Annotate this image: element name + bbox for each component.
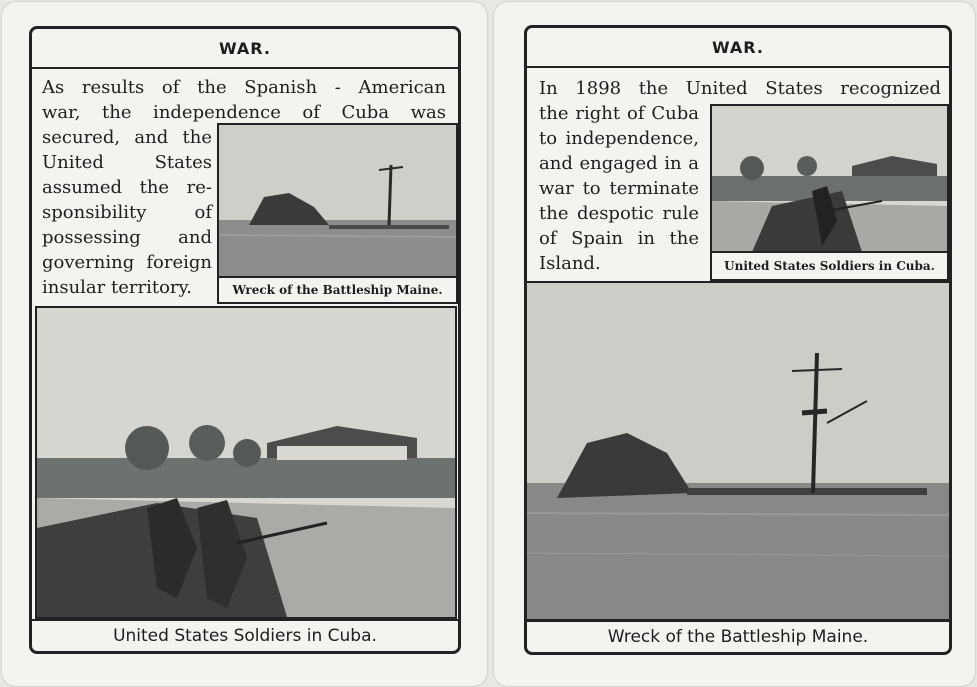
card-text bbox=[539, 76, 941, 101]
text-line: the right of Cuba bbox=[539, 103, 699, 124]
text-line: the despotic rule bbox=[539, 203, 699, 224]
wreck-photo-small bbox=[217, 123, 458, 279]
large-photo-caption bbox=[527, 620, 949, 652]
large-photo-caption bbox=[32, 619, 458, 651]
soldiers-photo-small bbox=[710, 104, 949, 254]
text-line: possessing and bbox=[42, 227, 212, 248]
game-card-left bbox=[2, 2, 487, 686]
card-text bbox=[42, 75, 446, 125]
text-line: Island. bbox=[539, 253, 601, 274]
text-line: insular territory. bbox=[42, 277, 193, 298]
small-caption-text: United States Soldiers in Cuba. bbox=[724, 259, 935, 273]
text-line: governing foreign bbox=[42, 252, 212, 273]
big-caption-text: United States Soldiers in Cuba. bbox=[113, 626, 377, 646]
card-text-column bbox=[539, 101, 699, 276]
big-caption-text: Wreck of the Battleship Maine. bbox=[607, 627, 869, 647]
text-line: of Spain in the bbox=[539, 228, 699, 249]
text-line: and engaged in a bbox=[539, 153, 699, 174]
text-line: assumed the re- bbox=[42, 177, 212, 198]
card-heading: WAR. bbox=[32, 29, 458, 69]
card-text-column bbox=[42, 125, 212, 300]
game-card-right bbox=[494, 2, 975, 686]
card-frame bbox=[29, 26, 461, 654]
text-line: In 1898 the United States recognized bbox=[539, 78, 941, 99]
text-line: war, the independence of Cuba was bbox=[42, 102, 446, 123]
small-caption-text: Wreck of the Battleship Maine. bbox=[232, 283, 443, 297]
small-photo-caption bbox=[217, 276, 458, 304]
text-line: war to terminate bbox=[539, 178, 699, 199]
soldiers-photo-large bbox=[35, 306, 457, 619]
small-photo-caption bbox=[710, 251, 949, 281]
text-line: secured, and the bbox=[42, 127, 212, 148]
text-line: to independence, bbox=[539, 128, 699, 149]
card-heading: WAR. bbox=[527, 28, 949, 68]
wreck-photo-large bbox=[525, 281, 951, 621]
card-frame bbox=[524, 25, 952, 655]
text-line: As results of the Spanish - American bbox=[42, 77, 446, 98]
text-line: United States bbox=[42, 152, 212, 173]
text-line: sponsibility of bbox=[42, 202, 212, 223]
